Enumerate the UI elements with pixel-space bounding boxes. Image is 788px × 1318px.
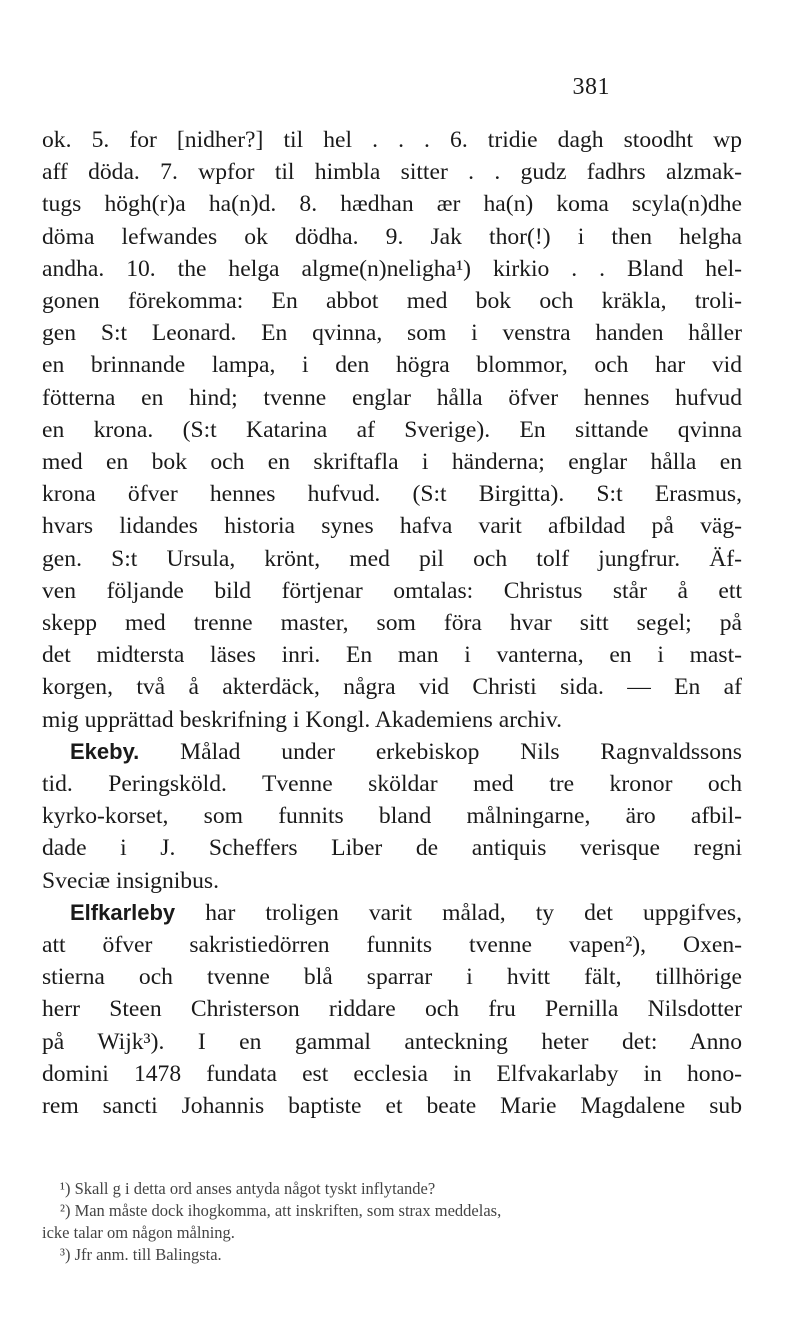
page-number: 381	[572, 74, 610, 100]
text-line: rem sancti Johannis baptiste et beate Marie Magdalene sub	[42, 1093, 742, 1120]
text-line: döma lefwandes ok dödha. 9. Jak thor(!) i then helgha	[42, 223, 742, 250]
text-run: Målad under erkebiskop Nils Ragnvaldssons	[180, 738, 742, 765]
text-line: gen S:t Leonard. En qvinna, som i venstra handen håller	[42, 320, 742, 347]
text-line: andha. 10. the helga algme(n)neligha¹) kirkio . . Bland hel-	[42, 255, 742, 282]
text-line	[42, 897, 742, 929]
text-line: aff döda. 7. wpfor til himbla sitter . . gudz fadhrs alzmak-	[42, 159, 742, 186]
text-line: dade i J. Scheffers Liber de antiquis verisque regni	[42, 835, 742, 862]
footnote: ²) Man måste dock ihogkomma, att inskriften, som strax meddelas,	[60, 1201, 502, 1220]
text-line: skepp med trenne master, som föra hvar sitt segel; på	[42, 610, 742, 637]
section-heading-ekeby: Ekeby.	[70, 738, 140, 764]
text-run: har troligen varit målad, ty det uppgifves,	[205, 899, 742, 926]
footnotes	[42, 1178, 742, 1266]
text-line: krona öfver hennes hufvud. (S:t Birgitta). S:t Erasmus,	[42, 481, 742, 508]
text-line: gonen förekomma: En abbot med bok och kräkla, troli-	[42, 288, 742, 315]
text-line: fötterna en hind; tvenne englar hålla öfver hennes hufvud	[42, 384, 742, 411]
text-line: det midtersta läses inri. En man i vanterna, en i mast-	[42, 642, 742, 669]
text-line: tid. Peringsköld. Tvenne sköldar med tre kronor och	[42, 771, 742, 798]
text-line: med en bok och en skriftafla i händerna; englar hålla en	[42, 449, 742, 476]
section-heading-elfkarleby: Elfkarleby	[70, 899, 176, 925]
text-line: stierna och tvenne blå sparrar i hvitt fält, tillhörige	[42, 964, 742, 991]
text-line: en brinnande lampa, i den högra blommor, och har vid	[42, 352, 742, 379]
text-line: domini 1478 fundata est ecclesia in Elfvakarlaby in hono-	[42, 1060, 742, 1087]
text-line: herr Steen Christerson riddare och fru Pernilla Nilsdotter	[42, 996, 742, 1023]
text-line: tugs högh(r)a ha(n)d. 8. hædhan ær ha(n) koma scyla(n)dhe	[42, 191, 742, 218]
footnote: ³) Jfr anm. till Balingsta.	[60, 1245, 222, 1264]
text-line: en krona. (S:t Katarina af Sverige). En sittande qvinna	[42, 416, 742, 443]
text-line: gen. S:t Ursula, krönt, med pil och tolf jungfrur. Äf-	[42, 545, 742, 572]
body-text	[42, 124, 742, 1122]
text-line: kyrko-korset, som funnits bland målningarne, äro afbil-	[42, 803, 742, 830]
footnote: ¹) Skall g i detta ord anses antyda något tyskt inflytande?	[60, 1179, 436, 1198]
text-line: korgen, två å akterdäck, några vid Christi sida. — En af	[42, 674, 742, 701]
footnote-continuation: icke talar om någon målning.	[42, 1223, 235, 1242]
text-line: ven följande bild förtjenar omtalas: Christus står å ett	[42, 577, 742, 604]
text-line: på Wijk³). I en gammal anteckning heter det: Anno	[42, 1028, 742, 1055]
text-line: mig upprättad beskrifning i Kongl. Akademiens archiv.	[42, 706, 563, 733]
text-line: hvars lidandes historia synes hafva varit afbildad på väg-	[42, 513, 742, 540]
text-line: att öfver sakristiedörren funnits tvenne vapen²), Oxen-	[42, 932, 742, 959]
text-line: ok. 5. for [nidher?] til hel . . . 6. tridie dagh stoodht wp	[42, 127, 742, 153]
text-line: Sveciæ insignibus.	[42, 867, 219, 894]
text-line	[42, 736, 742, 768]
